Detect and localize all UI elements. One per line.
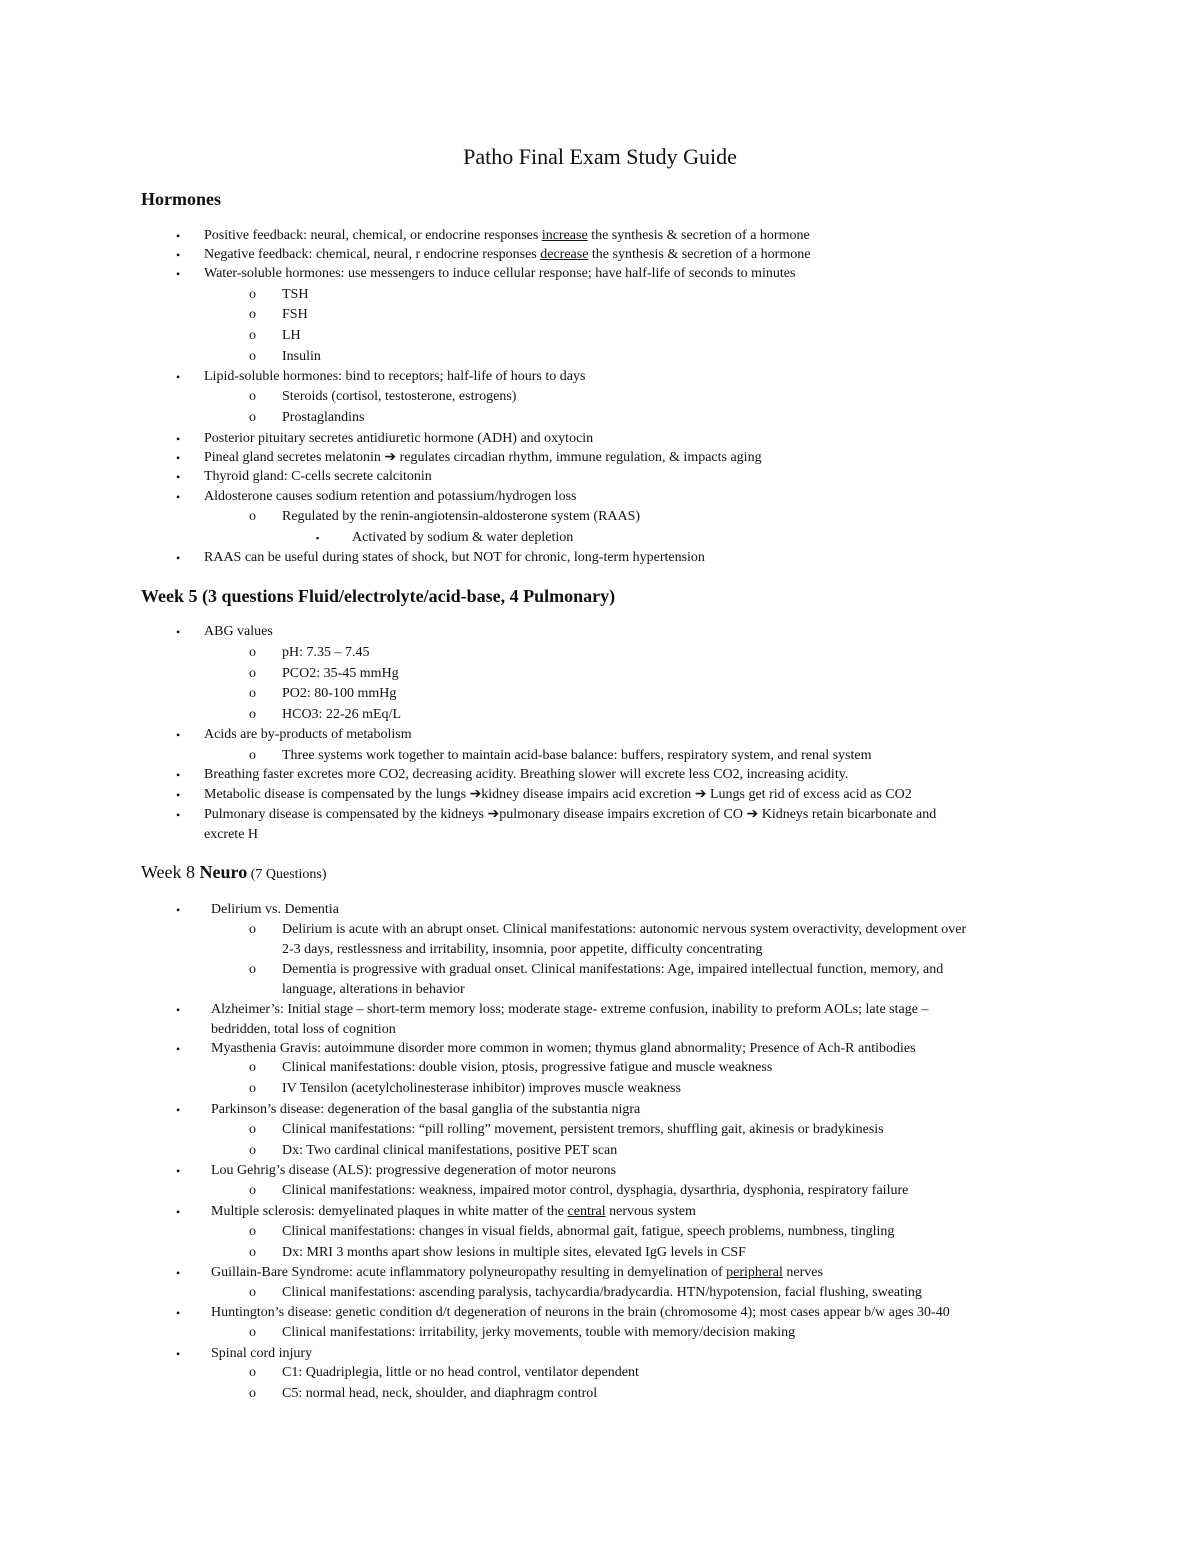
sub-bullet-glyph: o <box>249 1245 256 1260</box>
increase-underlined: increase <box>541 228 588 243</box>
bullet-glyph: • <box>176 1266 181 1280</box>
week8-heading: Week 8 Neuro (7 Questions) <box>141 862 327 882</box>
steroids-item: Steroids (cortisol, testosterone, estrogens) <box>282 389 517 404</box>
bullet-glyph: • <box>176 490 181 504</box>
c5-item: C5: normal head, neck, shoulder, and diaphragm control <box>282 1386 598 1401</box>
sub-bullet-glyph: o <box>249 1285 256 1300</box>
pineal-gland-item: Pineal gland secretes melatonin ➔ regulates circadian rhythm, immune regulation, & impacts aging <box>204 450 762 465</box>
myasthenia-manifestations-item: Clinical manifestations: double vision, ptosis, progressive fatigue and muscle weakness <box>282 1060 773 1075</box>
delirium-vs-dementia-item: Delirium vs. Dementia <box>211 902 339 917</box>
sub-bullet-glyph: o <box>249 922 256 937</box>
sub-bullet-glyph: o <box>249 1183 256 1198</box>
bullet-glyph: • <box>176 788 181 802</box>
document-title: Patho Final Exam Study Guide <box>463 144 737 169</box>
sub-bullet-glyph: o <box>249 962 256 977</box>
positive-feedback-item: Positive feedback: neural, chemical, or endocrine responses increase the synthesis & secretion of a hormone <box>204 228 810 243</box>
tsh-item: TSH <box>282 287 309 302</box>
raas-regulated-item: Regulated by the renin-angiotensin-aldosterone system (RAAS) <box>282 509 641 524</box>
hco3-item: HCO3: 22-26 mEq/L <box>282 707 401 722</box>
bullet-glyph: • <box>176 267 181 281</box>
sub-bullet-glyph: o <box>249 287 256 302</box>
arrow-icon: ➔ <box>487 807 500 822</box>
ms-manifestations-item: Clinical manifestations: changes in visual fields, abnormal gait, fatigue, speech problems, numbness, tingling <box>282 1224 895 1239</box>
bullet-glyph: • <box>176 248 181 262</box>
pco2-item: PCO2: 35-45 mmHg <box>282 666 399 681</box>
bullet-glyph: • <box>176 728 181 742</box>
sub-bullet-glyph: o <box>249 307 256 322</box>
alzheimers-item-continued: bedridden, total loss of cognition <box>211 1022 396 1037</box>
sub-bullet-glyph: o <box>249 707 256 722</box>
als-item: Lou Gehrig’s disease (ALS): progressive degeneration of motor neurons <box>211 1163 617 1178</box>
bullet-glyph: • <box>176 808 181 822</box>
bullet-glyph: • <box>176 451 181 465</box>
abg-values-item: ABG values <box>204 624 273 639</box>
als-manifestations-item: Clinical manifestations: weakness, impaired motor control, dysphagia, dysarthria, dysphonia, respiratory failure <box>282 1183 909 1198</box>
arrow-icon: ➔ <box>694 787 707 802</box>
myasthenia-gravis-item: Myasthenia Gravis: autoimmune disorder more common in women; thymus gland abnormality; Presence of Ach-R antibodies <box>211 1041 916 1056</box>
arrow-icon: ➔ <box>384 450 397 465</box>
bullet-glyph: • <box>176 903 181 917</box>
bullet-glyph: • <box>176 432 181 446</box>
pulmonary-disease-continued: excrete H <box>204 827 259 842</box>
hormones-heading: Hormones <box>141 189 221 209</box>
sub-bullet-glyph: o <box>249 1325 256 1340</box>
c1-item: C1: Quadriplegia, little or no head control, ventilator dependent <box>282 1365 639 1380</box>
ph-item: pH: 7.35 – 7.45 <box>282 645 370 660</box>
fsh-item: FSH <box>282 307 308 322</box>
water-soluble-item: Water-soluble hormones: use messengers to induce cellular response; have half-life of seconds to minutes <box>204 266 796 281</box>
bullet-glyph: • <box>176 1103 181 1117</box>
bullet-glyph: • <box>176 1003 181 1017</box>
bullet-glyph: • <box>176 551 181 565</box>
delirium-item: Delirium is acute with an abrupt onset. Clinical manifestations: autonomic nervous system overactivity, development over <box>282 922 967 937</box>
prostaglandins-item: Prostaglandins <box>282 410 365 425</box>
sub-bullet-glyph: o <box>249 349 256 364</box>
alzheimers-item: Alzheimer’s: Initial stage – short-term memory loss; moderate stage- extreme confusion, inability to preform AOLs; late stage – <box>211 1002 929 1017</box>
bullet-glyph: • <box>176 1347 181 1361</box>
sub-bullet-glyph: o <box>249 1081 256 1096</box>
multiple-sclerosis-item: Multiple sclerosis: demyelinated plaques in white matter of the central nervous system <box>211 1204 696 1219</box>
sub-bullet-glyph: o <box>249 410 256 425</box>
bullet-glyph: • <box>176 1042 181 1056</box>
parkinsons-dx-item: Dx: Two cardinal clinical manifestations, positive PET scan <box>282 1143 618 1158</box>
central-underlined: central <box>567 1204 606 1219</box>
delirium-item-continued: 2-3 days, restlessness and irritability, insomnia, poor appetite, difficulty concentrating <box>282 942 763 957</box>
po2-item: PO2: 80-100 mmHg <box>282 686 397 701</box>
ms-dx-item: Dx: MRI 3 months apart show lesions in multiple sites, elevated IgG levels in CSF <box>282 1245 746 1260</box>
decrease-underlined: decrease <box>540 247 589 262</box>
sub-bullet-glyph: o <box>249 1224 256 1239</box>
sub-bullet-glyph: o <box>249 1060 256 1075</box>
bullet-glyph: • <box>176 1306 181 1320</box>
sub-bullet-glyph: o <box>249 686 256 701</box>
sub-bullet-glyph: o <box>249 748 256 763</box>
bullet-glyph: • <box>176 470 181 484</box>
bullet-glyph: • <box>176 768 181 782</box>
sub-bullet-glyph: o <box>249 389 256 404</box>
sub-bullet-glyph: o <box>249 645 256 660</box>
metabolic-disease-item: Metabolic disease is compensated by the lungs ➔kidney disease impairs acid excretion ➔ Lungs get rid of excess acid as CO2 <box>204 787 912 802</box>
gbs-manifestations-item: Clinical manifestations: ascending paralysis, tachycardia/bradycardia. HTN/hypotension, facial flushing, sweating <box>282 1285 922 1300</box>
arrow-icon: ➔ <box>746 807 759 822</box>
bullet-glyph: • <box>176 625 181 639</box>
lipid-soluble-item: Lipid-soluble hormones: bind to receptors; half-life of hours to days <box>204 369 586 384</box>
three-systems-item: Three systems work together to maintain acid-base balance: buffers, respiratory system, and renal system <box>282 748 872 763</box>
acids-item: Acids are by-products of metabolism <box>204 727 412 742</box>
parkinsons-manifestations-item: Clinical manifestations: “pill rolling” movement, persistent tremors, shuffling gait, akinesis or bradykinesis <box>282 1122 884 1137</box>
dementia-item: Dementia is progressive with gradual onset. Clinical manifestations: Age, impaired intellectual function, memory, and <box>282 962 944 977</box>
guillain-barre-item: Guillain-Bare Syndrome: acute inflammatory polyneuropathy resulting in demyelination of peripheral nerves <box>211 1265 823 1280</box>
parkinsons-item: Parkinson’s disease: degeneration of the basal ganglia of the substantia nigra <box>211 1102 641 1117</box>
negative-feedback-item: Negative feedback: chemical, neural, r endocrine responses decrease the synthesis & secretion of a hormone <box>204 247 811 262</box>
week5-heading: Week 5 (3 questions Fluid/electrolyte/acid-base, 4 Pulmonary) <box>141 586 616 606</box>
raas-activated-item: Activated by sodium & water depletion <box>352 530 574 545</box>
bullet-glyph: • <box>176 370 181 384</box>
bullet-glyph: • <box>176 229 181 243</box>
sub-bullet-glyph: o <box>249 1143 256 1158</box>
dementia-item-continued: language, alterations in behavior <box>282 982 465 997</box>
huntingtons-item: Huntington’s disease: genetic condition d/t degeneration of neurons in the brain (chromosome 4); most cases appear b/w ages 30-40 <box>211 1305 950 1320</box>
spinal-cord-injury-item: Spinal cord injury <box>211 1346 313 1361</box>
sub-bullet-glyph: o <box>249 1122 256 1137</box>
sub-sub-bullet-glyph: ▪ <box>316 533 320 543</box>
insulin-item: Insulin <box>282 349 321 364</box>
aldosterone-item: Aldosterone causes sodium retention and potassium/hydrogen loss <box>204 489 577 504</box>
sub-bullet-glyph: o <box>249 1365 256 1380</box>
tensilon-item: IV Tensilon (acetylcholinesterase inhibitor) improves muscle weakness <box>282 1081 681 1096</box>
huntingtons-manifestations-item: Clinical manifestations: irritability, jerky movements, touble with memory/decision making <box>282 1325 796 1340</box>
arrow-icon: ➔ <box>469 787 482 802</box>
sub-bullet-glyph: o <box>249 666 256 681</box>
sub-bullet-glyph: o <box>249 328 256 343</box>
sub-bullet-glyph: o <box>249 509 256 524</box>
sub-bullet-glyph: o <box>249 1386 256 1401</box>
lh-item: LH <box>282 328 301 343</box>
breathing-item: Breathing faster excretes more CO2, decreasing acidity. Breathing slower will excrete less CO2, increasing acidity. <box>204 767 849 782</box>
bullet-glyph: • <box>176 1205 181 1219</box>
posterior-pituitary-item: Posterior pituitary secretes antidiuretic hormone (ADH) and oxytocin <box>204 431 594 446</box>
pulmonary-disease-item: Pulmonary disease is compensated by the kidneys ➔pulmonary disease impairs excretion of CO ➔ Kidneys retain bicarbonate and <box>204 807 937 822</box>
bullet-glyph: • <box>176 1164 181 1178</box>
peripheral-underlined: peripheral <box>726 1265 783 1280</box>
thyroid-item: Thyroid gland: C-cells secrete calcitonin <box>204 469 432 484</box>
raas-useful-item: RAAS can be useful during states of shock, but NOT for chronic, long-term hypertension <box>204 550 705 565</box>
